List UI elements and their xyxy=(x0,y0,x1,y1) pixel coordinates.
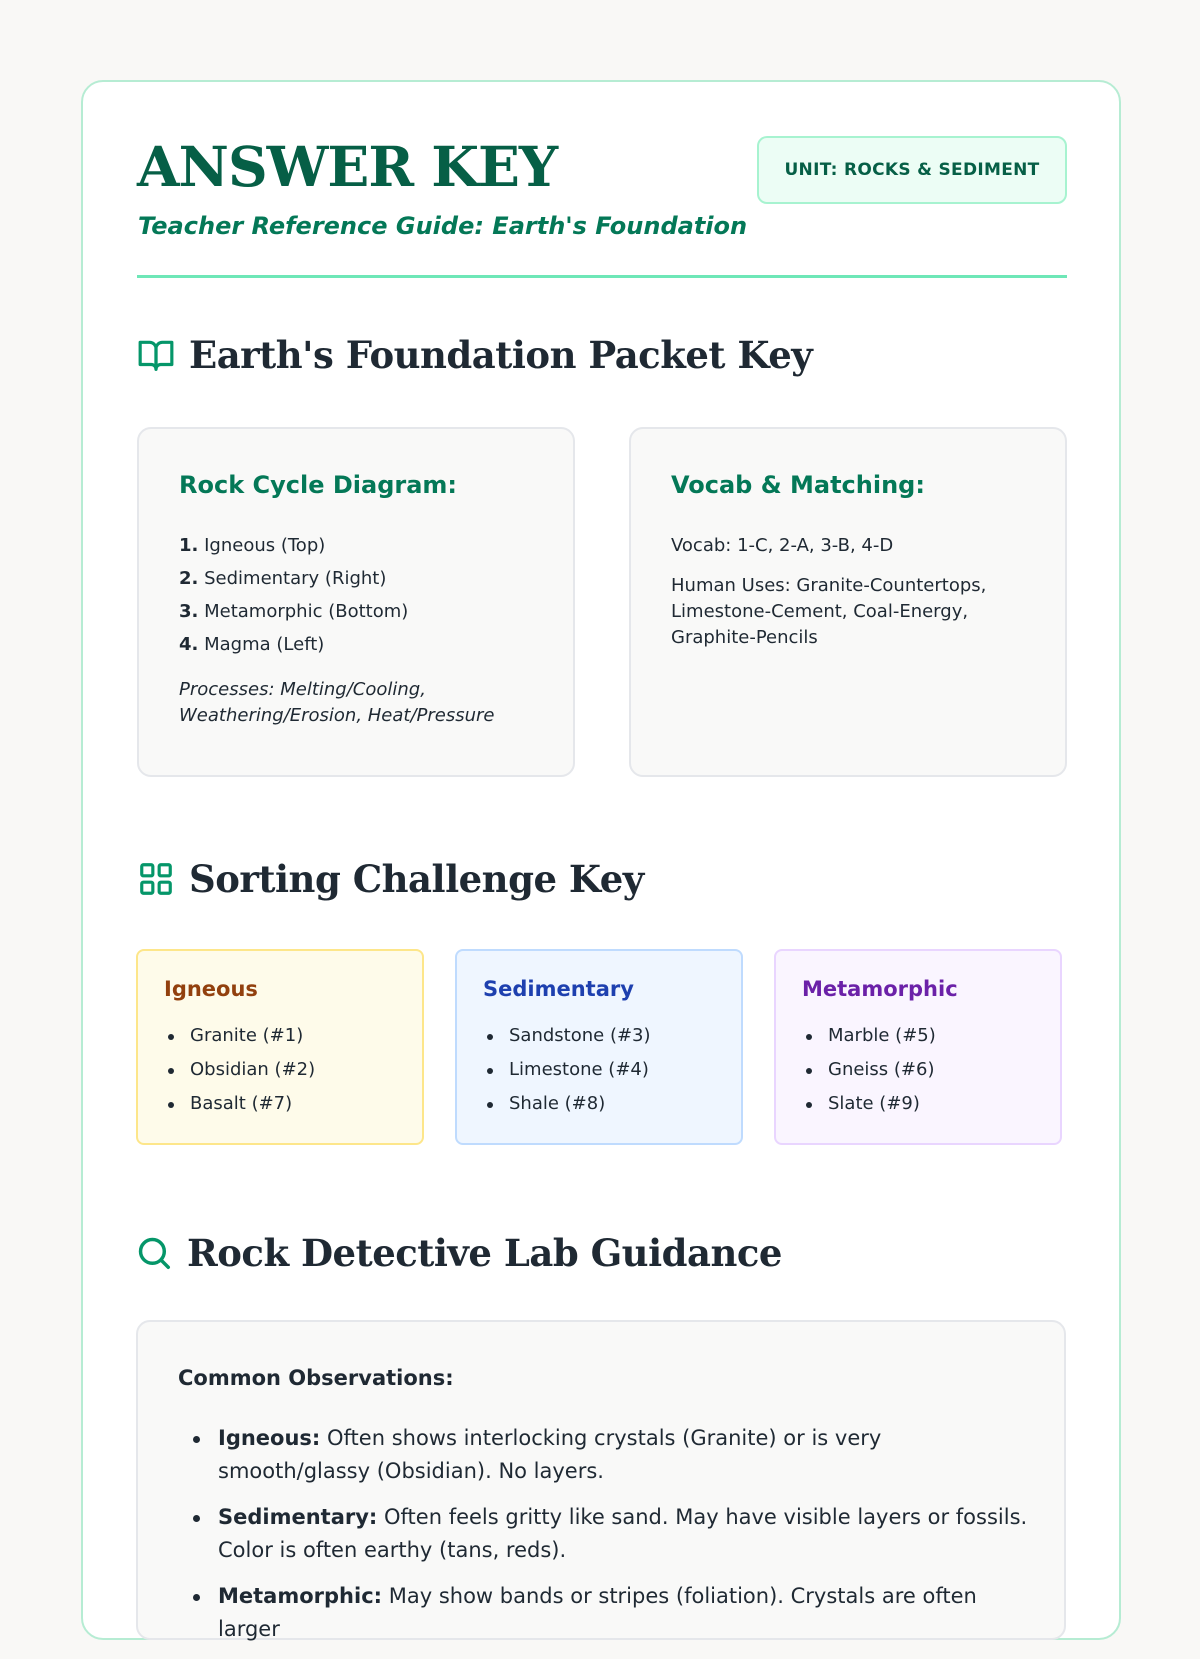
sorting-section-header xyxy=(137,854,644,904)
vocab-title: Vocab & Matching: xyxy=(671,471,925,499)
unit-badge: UNIT: ROCKS & SEDIMENT xyxy=(757,136,1067,204)
vocab-box xyxy=(629,427,1067,777)
header-divider xyxy=(137,275,1067,278)
page-title: ANSWER KEY xyxy=(137,134,558,199)
lab-section-header xyxy=(135,1228,782,1278)
sorting-section-heading: Sorting Challenge Key xyxy=(189,857,644,901)
list-item: Igneous: Often shows interlocking crystals (Granite) or is very smooth/glassy (Obsidian). No layers. xyxy=(178,1422,1028,1488)
human-uses-answers: Human Uses: Granite-Countertops, Limestone-Cement, Coal-Energy, Graphite-Pencils xyxy=(671,575,987,648)
packet-section-header xyxy=(137,330,812,380)
observations-list xyxy=(178,1422,1028,1659)
sedimentary-category-box xyxy=(455,949,743,1145)
metamorphic-title: Metamorphic xyxy=(802,977,958,1001)
observations-box xyxy=(136,1320,1066,1640)
list-item: Granite (#1) xyxy=(164,1023,315,1057)
list-item: Metamorphic: May show bands or stripes (foliation). Crystals are often larger xyxy=(178,1580,1028,1646)
processes-note: Processes: Melting/Cooling, Weathering/Erosion, Heat/Pressure xyxy=(179,679,495,726)
lab-section-heading: Rock Detective Lab Guidance xyxy=(187,1231,782,1275)
list-item: 1. Igneous (Top) xyxy=(179,535,326,556)
list-item: Limestone (#4) xyxy=(483,1057,651,1091)
sedimentary-title: Sedimentary xyxy=(483,977,634,1001)
igneous-category-box xyxy=(136,949,424,1145)
page-subtitle: Teacher Reference Guide: Earth's Foundation xyxy=(138,212,748,240)
list-item: Shale (#8) xyxy=(483,1091,651,1125)
rock-cycle-list xyxy=(179,533,408,665)
list-item: Sedimentary: Often feels gritty like sand. May have visible layers or fossils. Color is often earthy (tans, reds). xyxy=(178,1501,1028,1567)
open-book-icon xyxy=(137,336,175,374)
list-item: Basalt (#7) xyxy=(164,1091,315,1125)
metamorphic-category-box xyxy=(774,949,1062,1145)
list-item: Gneiss (#6) xyxy=(802,1057,936,1091)
list-item: Slate (#9) xyxy=(802,1091,936,1125)
list-item: 4. Magma (Left) xyxy=(179,634,325,655)
igneous-title: Igneous xyxy=(164,977,258,1001)
list-item: Sandstone (#3) xyxy=(483,1023,651,1057)
list-item: Marble (#5) xyxy=(802,1023,936,1057)
search-icon xyxy=(135,1234,173,1272)
packet-section-heading: Earth's Foundation Packet Key xyxy=(189,333,813,377)
list-item: Obsidian (#2) xyxy=(164,1057,315,1091)
rock-cycle-title: Rock Cycle Diagram: xyxy=(179,471,458,499)
list-item: 2. Sedimentary (Right) xyxy=(179,568,387,589)
list-item: 3. Metamorphic (Bottom) xyxy=(179,601,409,622)
rock-cycle-box xyxy=(137,427,575,777)
vocab-answers: Vocab: 1-C, 2-A, 3-B, 4-D xyxy=(671,535,894,556)
grid-icon xyxy=(137,860,175,898)
observations-title: Common Observations: xyxy=(178,1366,454,1390)
